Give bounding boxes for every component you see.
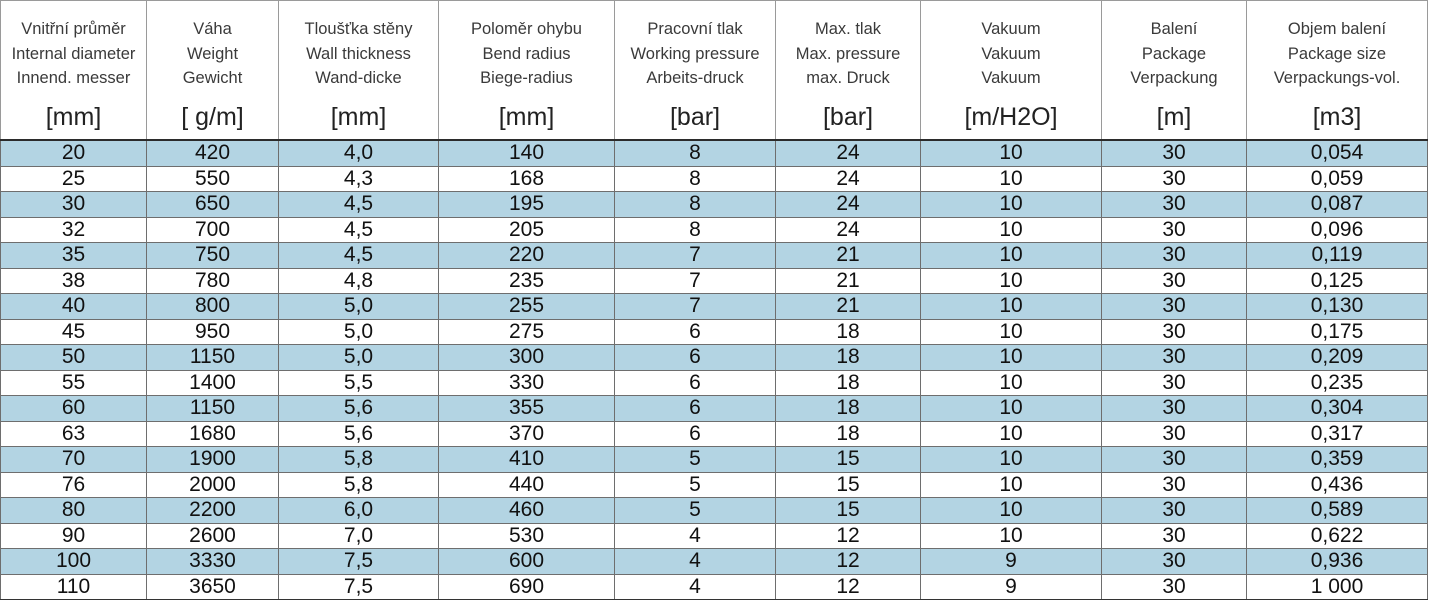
table-cell-package-size: 0,317 <box>1247 421 1428 447</box>
table-cell-max-pressure: 21 <box>776 294 921 320</box>
table-cell-vacuum: 10 <box>921 523 1102 549</box>
column-header-unit: [bar] <box>669 102 721 131</box>
column-header-unit: [m] <box>1156 102 1192 131</box>
table-cell-vacuum: 10 <box>921 345 1102 371</box>
column-header-unit: [mm] <box>498 102 555 131</box>
table-cell-working-pressure: 8 <box>615 192 776 218</box>
table-cell-max-pressure: 15 <box>776 472 921 498</box>
table-cell-max-pressure: 12 <box>776 523 921 549</box>
table-cell-package: 30 <box>1102 345 1247 371</box>
table-cell-wall-thickness: 4,3 <box>279 166 439 192</box>
column-header-label: Wall thickness <box>306 44 411 63</box>
table-cell-package-size: 0,125 <box>1247 268 1428 294</box>
table-cell-working-pressure: 6 <box>615 319 776 345</box>
table-cell-bend-radius: 205 <box>439 217 615 243</box>
table-cell-internal-diameter: 38 <box>1 268 147 294</box>
table-cell-internal-diameter: 20 <box>1 140 147 166</box>
table-row <box>1 447 1428 473</box>
table-cell-bend-radius: 300 <box>439 345 615 371</box>
table-cell-vacuum: 10 <box>921 243 1102 269</box>
table-cell-wall-thickness: 4,5 <box>279 217 439 243</box>
table-cell-package: 30 <box>1102 472 1247 498</box>
table-row <box>1 574 1428 600</box>
table-cell-wall-thickness: 5,0 <box>279 345 439 371</box>
table-cell-working-pressure: 6 <box>615 421 776 447</box>
table-cell-working-pressure: 4 <box>615 523 776 549</box>
table-row <box>1 523 1428 549</box>
table-cell-weight: 420 <box>147 140 279 166</box>
table-cell-weight: 950 <box>147 319 279 345</box>
header-row <box>1 1 1428 141</box>
table-cell-package-size: 0,436 <box>1247 472 1428 498</box>
column-header-label: Tloušťka stěny <box>304 20 413 38</box>
table-cell-package-size: 0,622 <box>1247 523 1428 549</box>
column-header-working-pressure <box>615 1 776 141</box>
table-cell-internal-diameter: 70 <box>1 447 147 473</box>
column-header-wall-thickness <box>279 1 439 141</box>
table-cell-vacuum: 10 <box>921 498 1102 524</box>
table-cell-package-size: 0,054 <box>1247 140 1428 166</box>
table-cell-bend-radius: 600 <box>439 549 615 575</box>
column-header-internal-diameter <box>1 1 147 141</box>
table-cell-wall-thickness: 5,8 <box>279 472 439 498</box>
table-cell-max-pressure: 18 <box>776 421 921 447</box>
table-cell-package-size: 0,359 <box>1247 447 1428 473</box>
table-cell-package-size: 0,304 <box>1247 396 1428 422</box>
table-row <box>1 549 1428 575</box>
table-cell-working-pressure: 8 <box>615 217 776 243</box>
table-cell-internal-diameter: 60 <box>1 396 147 422</box>
table-cell-internal-diameter: 30 <box>1 192 147 218</box>
column-header-package <box>1102 1 1247 141</box>
table-cell-internal-diameter: 25 <box>1 166 147 192</box>
table-cell-bend-radius: 530 <box>439 523 615 549</box>
table-cell-max-pressure: 12 <box>776 549 921 575</box>
table-cell-working-pressure: 4 <box>615 574 776 600</box>
table-cell-package-size: 0,936 <box>1247 549 1428 575</box>
column-header-label: Vnitřní průměr <box>21 20 126 38</box>
table-cell-working-pressure: 4 <box>615 549 776 575</box>
table-cell-weight: 3650 <box>147 574 279 600</box>
table-cell-max-pressure: 18 <box>776 345 921 371</box>
column-header-unit: [m3] <box>1312 102 1362 131</box>
table-cell-wall-thickness: 5,6 <box>279 396 439 422</box>
table-cell-internal-diameter: 63 <box>1 421 147 447</box>
table-cell-max-pressure: 24 <box>776 140 921 166</box>
column-header-label: Váha <box>193 20 232 38</box>
table-cell-bend-radius: 330 <box>439 370 615 396</box>
table-cell-max-pressure: 21 <box>776 243 921 269</box>
table-cell-bend-radius: 275 <box>439 319 615 345</box>
table-cell-package-size: 0,087 <box>1247 192 1428 218</box>
table-cell-package-size: 0,130 <box>1247 294 1428 320</box>
table-cell-working-pressure: 8 <box>615 166 776 192</box>
table-cell-wall-thickness: 5,8 <box>279 447 439 473</box>
table-cell-weight: 3330 <box>147 549 279 575</box>
table-cell-package: 30 <box>1102 166 1247 192</box>
column-header-unit: [bar] <box>822 102 874 131</box>
column-header-weight <box>147 1 279 141</box>
table-body <box>1 140 1428 600</box>
column-header-max-pressure <box>776 1 921 141</box>
column-header-label: Package size <box>1287 44 1387 63</box>
table-cell-wall-thickness: 6,0 <box>279 498 439 524</box>
table-cell-vacuum: 10 <box>921 217 1102 243</box>
table-cell-max-pressure: 21 <box>776 268 921 294</box>
table-cell-package-size: 0,209 <box>1247 345 1428 371</box>
table-cell-wall-thickness: 5,5 <box>279 370 439 396</box>
table-cell-bend-radius: 195 <box>439 192 615 218</box>
table-cell-internal-diameter: 76 <box>1 472 147 498</box>
column-header-label: Poloměr ohybu <box>471 20 582 38</box>
table-cell-weight: 1150 <box>147 396 279 422</box>
table-cell-bend-radius: 410 <box>439 447 615 473</box>
table-cell-package: 30 <box>1102 447 1247 473</box>
column-header-label: Vakuum <box>981 69 1041 87</box>
table-cell-package-size: 1 000 <box>1247 574 1428 600</box>
table-cell-vacuum: 10 <box>921 447 1102 473</box>
table-cell-bend-radius: 355 <box>439 396 615 422</box>
table-cell-vacuum: 9 <box>921 574 1102 600</box>
column-header-label: Max. tlak <box>814 20 882 38</box>
table-row <box>1 192 1428 218</box>
column-header-unit: [ g/m] <box>181 102 244 131</box>
table-cell-bend-radius: 255 <box>439 294 615 320</box>
table-cell-package: 30 <box>1102 217 1247 243</box>
table-cell-internal-diameter: 50 <box>1 345 147 371</box>
table-cell-vacuum: 10 <box>921 166 1102 192</box>
table-cell-bend-radius: 440 <box>439 472 615 498</box>
column-header-label: Verpackung <box>1130 69 1218 87</box>
table-cell-vacuum: 10 <box>921 370 1102 396</box>
table-cell-vacuum: 10 <box>921 472 1102 498</box>
table-cell-package: 30 <box>1102 319 1247 345</box>
table-cell-bend-radius: 370 <box>439 421 615 447</box>
table-row <box>1 166 1428 192</box>
table-cell-bend-radius: 690 <box>439 574 615 600</box>
table-cell-working-pressure: 5 <box>615 472 776 498</box>
table-row <box>1 421 1428 447</box>
table-cell-working-pressure: 6 <box>615 370 776 396</box>
table-cell-vacuum: 10 <box>921 421 1102 447</box>
table-cell-package: 30 <box>1102 243 1247 269</box>
column-header-label: Package <box>1141 44 1207 63</box>
table-cell-max-pressure: 24 <box>776 192 921 218</box>
table-cell-bend-radius: 220 <box>439 243 615 269</box>
table-cell-internal-diameter: 90 <box>1 523 147 549</box>
table-cell-package: 30 <box>1102 268 1247 294</box>
table-cell-max-pressure: 12 <box>776 574 921 600</box>
table-cell-package-size: 0,589 <box>1247 498 1428 524</box>
table-cell-working-pressure: 7 <box>615 294 776 320</box>
table-cell-vacuum: 10 <box>921 319 1102 345</box>
table-cell-weight: 2200 <box>147 498 279 524</box>
table-cell-vacuum: 10 <box>921 140 1102 166</box>
column-header-unit: [m/H2O] <box>964 102 1058 131</box>
column-header-label: Vakuum <box>981 20 1041 38</box>
table-row <box>1 243 1428 269</box>
table-cell-vacuum: 10 <box>921 268 1102 294</box>
table-cell-weight: 800 <box>147 294 279 320</box>
column-header-vacuum <box>921 1 1102 141</box>
table-cell-package-size: 0,175 <box>1247 319 1428 345</box>
column-header-label: Wand-dicke <box>315 69 402 87</box>
table-cell-max-pressure: 18 <box>776 396 921 422</box>
column-header-package-size <box>1247 1 1428 141</box>
table-cell-wall-thickness: 7,5 <box>279 549 439 575</box>
column-header-label: Bend radius <box>482 44 571 63</box>
table-cell-internal-diameter: 100 <box>1 549 147 575</box>
column-header-label: Max. pressure <box>795 44 901 63</box>
table-cell-bend-radius: 235 <box>439 268 615 294</box>
column-header-label: max. Druck <box>806 69 890 87</box>
table-cell-wall-thickness: 5,6 <box>279 421 439 447</box>
table-row <box>1 140 1428 166</box>
table-cell-internal-diameter: 32 <box>1 217 147 243</box>
table-cell-package: 30 <box>1102 574 1247 600</box>
table-cell-internal-diameter: 80 <box>1 498 147 524</box>
table-cell-working-pressure: 7 <box>615 268 776 294</box>
table-cell-wall-thickness: 7,0 <box>279 523 439 549</box>
table-cell-package: 30 <box>1102 396 1247 422</box>
table-cell-package: 30 <box>1102 370 1247 396</box>
table-cell-wall-thickness: 4,5 <box>279 192 439 218</box>
column-header-unit: [mm] <box>330 102 387 131</box>
table-row <box>1 294 1428 320</box>
table-cell-max-pressure: 18 <box>776 319 921 345</box>
column-header-label: Weight <box>186 44 239 63</box>
table-cell-working-pressure: 5 <box>615 447 776 473</box>
table-cell-vacuum: 10 <box>921 396 1102 422</box>
table-row <box>1 217 1428 243</box>
table-cell-package: 30 <box>1102 523 1247 549</box>
table-cell-weight: 700 <box>147 217 279 243</box>
table-cell-wall-thickness: 4,0 <box>279 140 439 166</box>
table-cell-working-pressure: 5 <box>615 498 776 524</box>
table-cell-wall-thickness: 5,0 <box>279 294 439 320</box>
table-row <box>1 498 1428 524</box>
table-cell-package-size: 0,096 <box>1247 217 1428 243</box>
table-cell-package: 30 <box>1102 294 1247 320</box>
column-header-label: Objem balení <box>1287 20 1387 38</box>
table-cell-weight: 550 <box>147 166 279 192</box>
column-header-label: Innend. messer <box>16 69 131 87</box>
column-header-label: Verpackungs-vol. <box>1273 69 1401 87</box>
table-cell-internal-diameter: 110 <box>1 574 147 600</box>
table-cell-weight: 1400 <box>147 370 279 396</box>
table-cell-weight: 780 <box>147 268 279 294</box>
table-header <box>1 1 1428 141</box>
table-row <box>1 268 1428 294</box>
table-cell-weight: 650 <box>147 192 279 218</box>
table-row <box>1 345 1428 371</box>
column-header-label: Vakuum <box>981 44 1041 63</box>
column-header-unit: [mm] <box>45 102 102 131</box>
table-cell-weight: 2000 <box>147 472 279 498</box>
table-cell-bend-radius: 168 <box>439 166 615 192</box>
table-cell-weight: 1900 <box>147 447 279 473</box>
column-header-label: Biege-radius <box>480 69 573 87</box>
table-cell-weight: 750 <box>147 243 279 269</box>
column-header-label: Pracovní tlak <box>647 20 743 38</box>
table-cell-working-pressure: 6 <box>615 396 776 422</box>
table-cell-package: 30 <box>1102 140 1247 166</box>
column-header-label: Balení <box>1150 20 1198 38</box>
table-row <box>1 370 1428 396</box>
table-cell-wall-thickness: 4,8 <box>279 268 439 294</box>
table-cell-bend-radius: 460 <box>439 498 615 524</box>
table-cell-wall-thickness: 7,5 <box>279 574 439 600</box>
table-cell-vacuum: 9 <box>921 549 1102 575</box>
table-cell-internal-diameter: 40 <box>1 294 147 320</box>
table-cell-vacuum: 10 <box>921 192 1102 218</box>
table-cell-package-size: 0,059 <box>1247 166 1428 192</box>
table-cell-working-pressure: 6 <box>615 345 776 371</box>
column-header-label: Working pressure <box>630 44 760 63</box>
table-row <box>1 472 1428 498</box>
table-cell-internal-diameter: 55 <box>1 370 147 396</box>
table-cell-wall-thickness: 4,5 <box>279 243 439 269</box>
table-cell-package: 30 <box>1102 549 1247 575</box>
column-header-label: Arbeits-druck <box>646 69 744 87</box>
table-cell-max-pressure: 15 <box>776 447 921 473</box>
table-cell-weight: 2600 <box>147 523 279 549</box>
column-header-label: Gewicht <box>182 69 243 87</box>
table-cell-package: 30 <box>1102 421 1247 447</box>
table-row <box>1 396 1428 422</box>
table-cell-max-pressure: 15 <box>776 498 921 524</box>
table-cell-working-pressure: 8 <box>615 140 776 166</box>
table-cell-max-pressure: 24 <box>776 166 921 192</box>
table-cell-max-pressure: 18 <box>776 370 921 396</box>
table-cell-weight: 1150 <box>147 345 279 371</box>
table-row <box>1 319 1428 345</box>
table-cell-vacuum: 10 <box>921 294 1102 320</box>
table-cell-wall-thickness: 5,0 <box>279 319 439 345</box>
column-header-label: Internal diameter <box>11 44 136 63</box>
table-cell-internal-diameter: 35 <box>1 243 147 269</box>
table-cell-bend-radius: 140 <box>439 140 615 166</box>
table-cell-weight: 1680 <box>147 421 279 447</box>
table-cell-package-size: 0,235 <box>1247 370 1428 396</box>
table-cell-package-size: 0,119 <box>1247 243 1428 269</box>
table-cell-package: 30 <box>1102 192 1247 218</box>
table-cell-max-pressure: 24 <box>776 217 921 243</box>
table-cell-package: 30 <box>1102 498 1247 524</box>
table-cell-internal-diameter: 45 <box>1 319 147 345</box>
column-header-bend-radius <box>439 1 615 141</box>
table-cell-working-pressure: 7 <box>615 243 776 269</box>
